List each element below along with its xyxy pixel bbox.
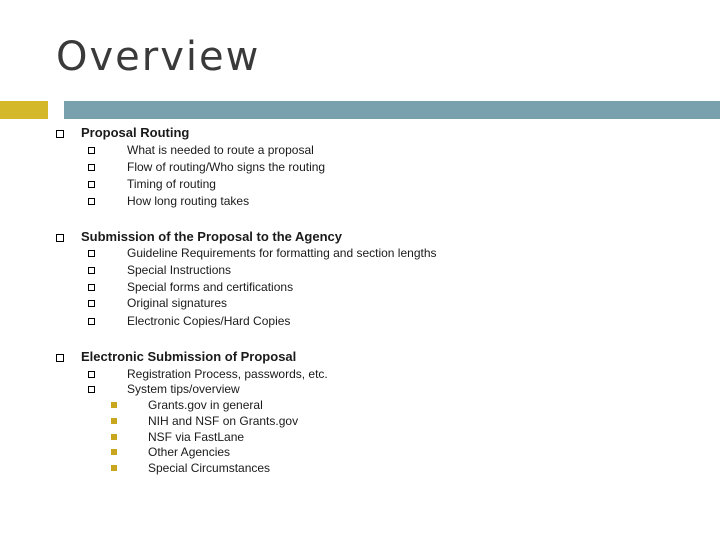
hollow-square-bullet-icon bbox=[88, 300, 95, 307]
outline-list: Proposal Routing What is needed to route a proposal Flow of routing/Who signs the routing Timing of routing How long routing takes Submission of the Proposal to the Agency Guideline Requirements for formatting and section lengths Special Instructions Special forms and certifications Original signatures Electronic Copies/Hard Copies Electronic Submission of Proposal Registration Process, passwords, etc. System tips/overview Grants.gov in general NIH and NSF on Grants.gov NSF via FastLane Other Agencies Special Circumstances bbox=[0, 0, 720, 540]
hollow-square-bullet-icon bbox=[56, 234, 64, 242]
hollow-square-bullet-icon bbox=[88, 181, 95, 188]
hollow-square-bullet-icon bbox=[88, 371, 95, 378]
hollow-square-bullet-icon bbox=[88, 147, 95, 154]
hollow-square-bullet-icon bbox=[56, 354, 64, 362]
hollow-square-bullet-icon bbox=[88, 284, 95, 291]
slide-title: Overview bbox=[56, 34, 261, 80]
hollow-square-bullet-icon bbox=[88, 198, 95, 205]
hollow-square-bullet-icon bbox=[88, 318, 95, 325]
filled-square-bullet-icon bbox=[111, 449, 117, 455]
hollow-square-bullet-icon bbox=[88, 250, 95, 257]
hollow-square-bullet-icon bbox=[56, 130, 64, 138]
hollow-square-bullet-icon bbox=[88, 267, 95, 274]
filled-square-bullet-icon bbox=[111, 465, 117, 471]
hollow-square-bullet-icon bbox=[88, 386, 95, 393]
filled-square-bullet-icon bbox=[111, 434, 117, 440]
filled-square-bullet-icon bbox=[111, 402, 117, 408]
hollow-square-bullet-icon bbox=[88, 164, 95, 171]
filled-square-bullet-icon bbox=[111, 418, 117, 424]
